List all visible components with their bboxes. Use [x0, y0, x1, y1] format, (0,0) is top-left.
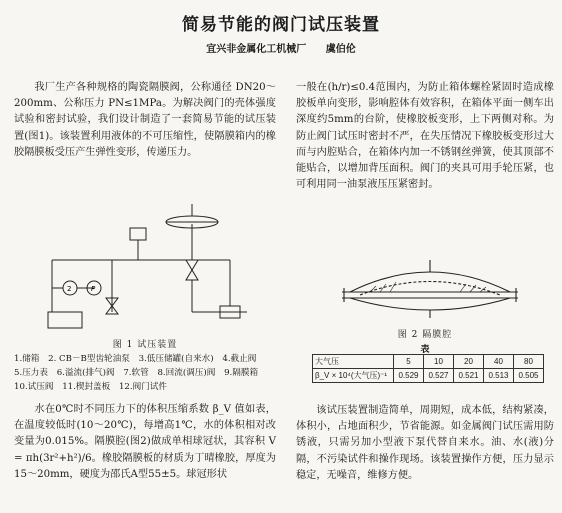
figure-2-caption: 图 2 隔膜腔	[397, 330, 453, 340]
author-name: 虞伯伦	[325, 44, 356, 55]
article-title: 简易节能的阀门试压装置	[182, 15, 380, 35]
low-pressure-tank	[130, 228, 146, 240]
gauge-label: P	[91, 285, 96, 293]
left-column-body	[14, 402, 276, 483]
legend-item: 7.软管	[123, 368, 149, 378]
paragraph: 一般在(h/r)≤0.4范围内，为防止箱体螺栓紧固时造成橡胶板单向变形，影响腔体有效容积，在箱体平面一侧车出深度约5mm的台阶，使橡胶板变形，上下两侧对称。为防止阀门试压时密封不严，在失压情况下橡胶板变形过大而与内腔贴合，在箱体内加一不锈钢丝弹簧，使其顶部不能贴合，以增加背压面积。阀门的夹具可用手轮压紧，也可利用同一油泵液压压紧密封。	[296, 82, 554, 191]
legend-item: 6.溢流(排气)阀	[56, 368, 115, 378]
table-row	[313, 369, 544, 383]
table-cell: 5	[394, 355, 424, 369]
paragraph: 该试压装置制造简单，周期短，成本低，结构紧凑，体积小，占地面积少，节省能源。如金属阀门试压需用防锈液，只需另加小型液下泵代替自来水。油、水(液)分隔，不污染试件和操作现场。该装置操作方便，压力显示稳定，无噪音，维修方便。	[296, 405, 554, 481]
table-cell: 10	[424, 355, 454, 369]
table-header-label: 大气压	[313, 355, 394, 369]
diaphragm-plate	[360, 282, 500, 296]
table-caption: 表	[420, 345, 430, 355]
table-cell: 0.527	[424, 369, 454, 383]
table-cell: 40	[484, 355, 514, 369]
legend-item: 11.楔封盖板	[62, 382, 111, 392]
legend-item: 8.回流(调压)阀	[157, 368, 216, 378]
legend-item: 9.隔膜箱	[224, 368, 259, 378]
legend-item: 1.储箱	[14, 354, 40, 364]
byline	[0, 40, 562, 55]
right-column-conclusion	[296, 403, 554, 484]
legend-item: 3.低压储罐(自来水)	[138, 354, 214, 364]
figure-1-caption: 图 1 试压装置	[112, 340, 178, 350]
table-cell: 0.521	[454, 369, 484, 383]
table-cell: 0.529	[394, 369, 424, 383]
storage-tank	[48, 312, 82, 328]
left-column-intro	[14, 80, 276, 161]
pump-label: 2	[67, 285, 72, 293]
paragraph: 我厂生产各种规格的陶瓷隔膜阀，公称通径 DN20～200mm、公称压力 PN≤1MPa。为解决阀门的壳体强度试验和密封试验，我们设计制造了一套简易节能的试压装置(图1)。该装置利用液体的不可压缩性，使隔膜箱内的橡胶隔膜板受压产生弹性变形，传递压力。	[14, 82, 276, 158]
figure-1-legend	[14, 352, 276, 394]
table-row	[313, 355, 544, 369]
compressibility-table	[312, 354, 544, 383]
affiliation: 宜兴非金属化工机械厂	[206, 44, 307, 55]
table-cell: 0.513	[484, 369, 514, 383]
table-cell: 20	[454, 355, 484, 369]
dome-lower	[350, 298, 510, 310]
legend-item: 4.截止阀	[222, 354, 257, 364]
figure-2-diaphragm-chamber	[340, 258, 520, 320]
legend-item: 10.试压阀	[14, 382, 54, 392]
legend-item: 12.阀门试件	[118, 382, 168, 392]
paragraph: 水在0℃时不同压力下的体积压缩系数 β_V 值如表，在温度较低时(10～20℃)，每增高1℃，水的体积相对改变量为0.015%。隔膜腔(图2)做成单相球冠状，其容积 V = πh(3r²+h²)/6。橡胶隔膜板的材质为丁晴橡胶，厚度为15～20mm，硬度为邵氏A型55±5。球冠形状	[14, 404, 276, 480]
table-cell: 80	[514, 355, 544, 369]
legend-item: 2. CB－B型齿轮油泵	[48, 354, 130, 364]
right-column-body	[296, 80, 554, 193]
table-row-label: β_V × 10⁴(大气压)⁻¹	[313, 369, 394, 383]
legend-item: 5.压力表	[14, 368, 48, 378]
figure-1-apparatus-diagram	[42, 200, 252, 335]
table-cell: 0.505	[514, 369, 544, 383]
